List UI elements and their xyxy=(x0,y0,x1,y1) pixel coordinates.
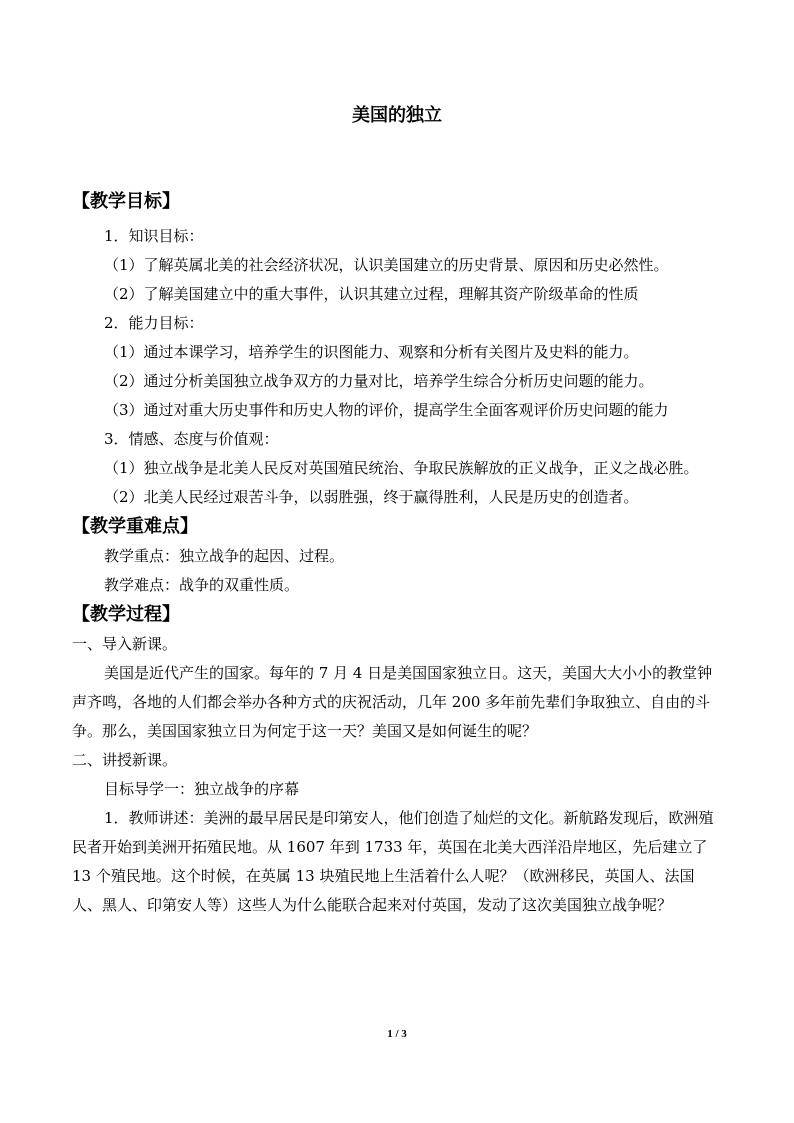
page-number: 1 / 3 xyxy=(387,1028,407,1040)
ability-goal-2: （2）通过分析美国独立战争双方的力量对比，培养学生综合分析历史问题的能力。 xyxy=(104,372,654,390)
guide-heading-1: 目标导学一：独立战争的序幕 xyxy=(104,780,300,798)
intro-paragraph: 美国是近代产生的国家。每年的 7 月 4 日是美国国家独立日。这天，美国大大小小的教堂钟声齐鸣，各地的人们都会举办各种方式的庆祝活动，几年 200 多年前先辈们争取独立、自由的斗争。那么，美国国家独立日为何定于这一天？美国又是如何诞生的呢？ xyxy=(72,664,713,740)
teacher-narration: 1．教师讲述：美洲的最早居民是印第安人，他们创造了灿烂的文化。新航路发现后，欧洲殖民者开始到美洲开拓殖民地。从 1607 年到 1733 年，英国在北美大西洋沿岸地区，先后建立了 13 个殖民地。这个时候，在英属 13 块殖民地上生活着什么人呢？（欧洲移民，英国人、法国人、黑人、印第安人等）这些人为什么能联合起来对付英国，发动了这次美国独立战争呢？ xyxy=(72,809,714,914)
ability-goal-title: 2．能力目标： xyxy=(104,314,204,332)
emotion-goal-1: （1）独立战争是北美人民反对英国殖民统治、争取民族解放的正义战争，正义之战必胜。 xyxy=(104,459,699,477)
difficult-point: 教学难点：战争的双重性质。 xyxy=(104,576,300,594)
page-title: 美国的独立 xyxy=(352,105,442,126)
ability-goal-3: （3）通过对重大历史事件和历史人物的评价，提高学生全面客观评价历史问题的能力 xyxy=(104,401,669,419)
section-heading-keypoints: 【教学重难点】 xyxy=(72,516,198,537)
knowledge-goal-1: （1）了解英属北美的社会经济状况，认识美国建立的历史背景、原因和历史必然性。 xyxy=(104,256,669,274)
process-step-1: 一、导入新课。 xyxy=(72,635,178,653)
ability-goal-1: （1）通过本课学习，培养学生的识图能力、观察和分析有关图片及史料的能力。 xyxy=(104,343,639,361)
process-step-2: 二、讲授新课。 xyxy=(72,751,178,769)
emotion-goal-2: （2）北美人民经过艰苦斗争，以弱胜强，终于赢得胜利，人民是历史的创造者。 xyxy=(104,488,639,506)
emotion-goal-title: 3．情感、态度与价值观： xyxy=(104,430,279,448)
knowledge-goal-title: 1．知识目标： xyxy=(104,227,204,245)
section-heading-process: 【教学过程】 xyxy=(72,604,180,625)
key-point: 教学重点：独立战争的起因、过程。 xyxy=(104,547,345,565)
document-body xyxy=(72,187,722,920)
section-heading-goals: 【教学目标】 xyxy=(72,191,180,212)
knowledge-goal-2: （2）了解美国建立中的重大事件，认识其建立过程，理解其资产阶级革命的性质 xyxy=(104,285,639,303)
